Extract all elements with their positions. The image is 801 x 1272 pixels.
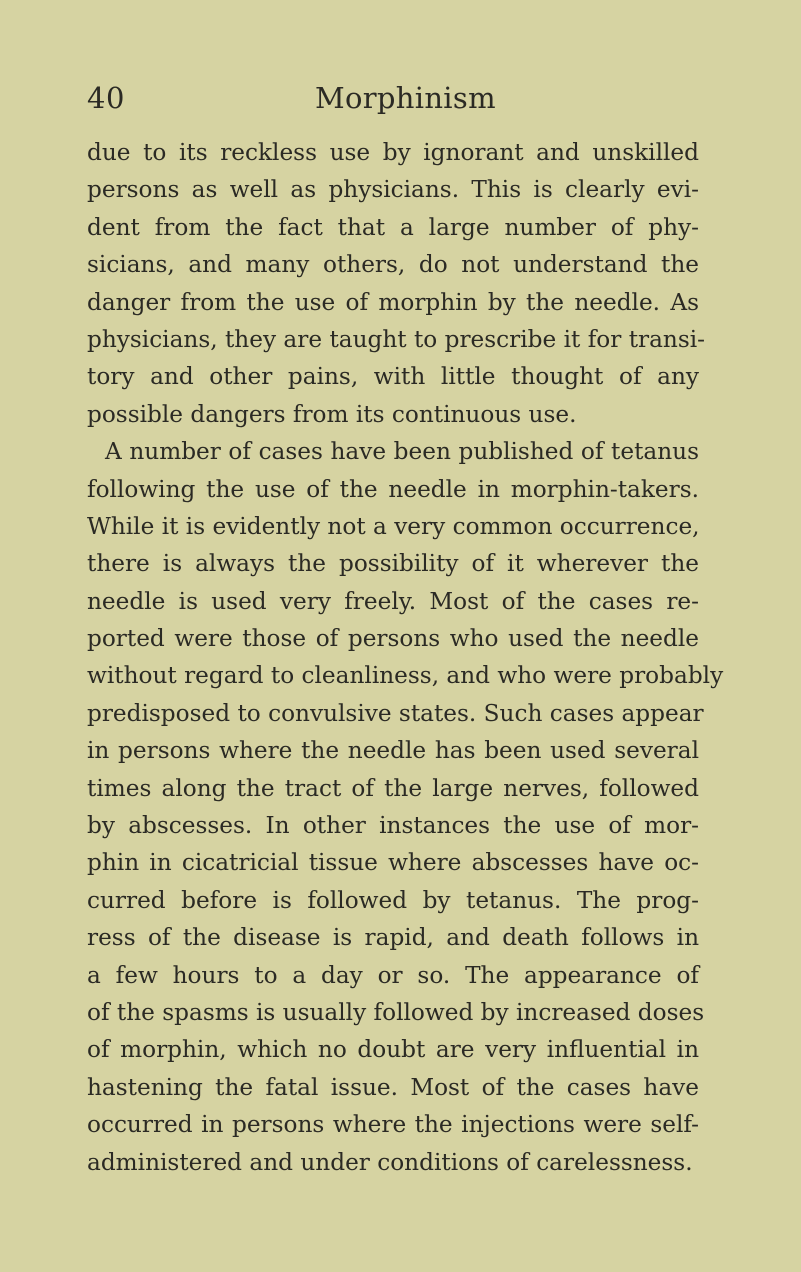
- text-line: a few hours to a day or so. The appearance of: [87, 961, 699, 989]
- text-line: times along the tract of the large nerves, followed: [87, 774, 699, 802]
- text-line: in persons where the needle has been used several: [87, 737, 699, 765]
- text-line: ported were those of persons who used the needle: [87, 625, 699, 653]
- text-line: tory and other pains, with little thought of any: [87, 363, 699, 391]
- text-line: predisposed to convulsive states. Such cases appear: [87, 699, 704, 727]
- text-line: hastening the fatal issue. Most of the cases have: [87, 1073, 699, 1101]
- text-line: possible dangers from its continuous use.: [87, 400, 577, 428]
- text-line: persons as well as physicians. This is clearly evi-: [87, 176, 699, 204]
- text-line: danger from the use of morphin by the needle. As: [87, 288, 699, 316]
- text-line: of the spasms is usually followed by increased doses: [87, 998, 705, 1026]
- text-line: dent from the fact that a large number of phy-: [87, 213, 699, 241]
- text-line: phin in cicatricial tissue where abscesses have oc-: [87, 849, 699, 877]
- text-line: occurred in persons where the injections were self-: [87, 1111, 699, 1139]
- text-line: administered and under conditions of carelessness.: [87, 1148, 693, 1176]
- page-header: [87, 76, 727, 120]
- text-line: by abscesses. In other instances the use of mor-: [87, 812, 699, 840]
- text-line: ress of the disease is rapid, and death follows in: [87, 924, 699, 952]
- body-text: [87, 134, 724, 1181]
- text-line: curred before is followed by tetanus. The prog-: [87, 886, 699, 914]
- text-line: physicians, they are taught to prescribe it for transi-: [87, 325, 706, 353]
- page-number: 40: [87, 81, 125, 115]
- text-line: needle is used very freely. Most of the cases re-: [87, 587, 699, 615]
- text-line: without regard to cleanliness, and who were probably: [87, 662, 724, 690]
- text-line: A number of cases have been published of tetanus: [105, 438, 699, 466]
- text-line: there is always the possibility of it wherever the: [87, 550, 699, 578]
- text-line: following the use of the needle in morphin-takers.: [87, 475, 699, 503]
- text-line: due to its reckless use by ignorant and unskilled: [87, 139, 699, 166]
- text-line: While it is evidently not a very common occurrence,: [87, 512, 700, 540]
- text-line: sicians, and many others, do not understand the: [87, 251, 699, 279]
- text-line: of morphin, which no doubt are very influential in: [87, 1036, 699, 1064]
- running-title: Morphinism: [315, 81, 496, 115]
